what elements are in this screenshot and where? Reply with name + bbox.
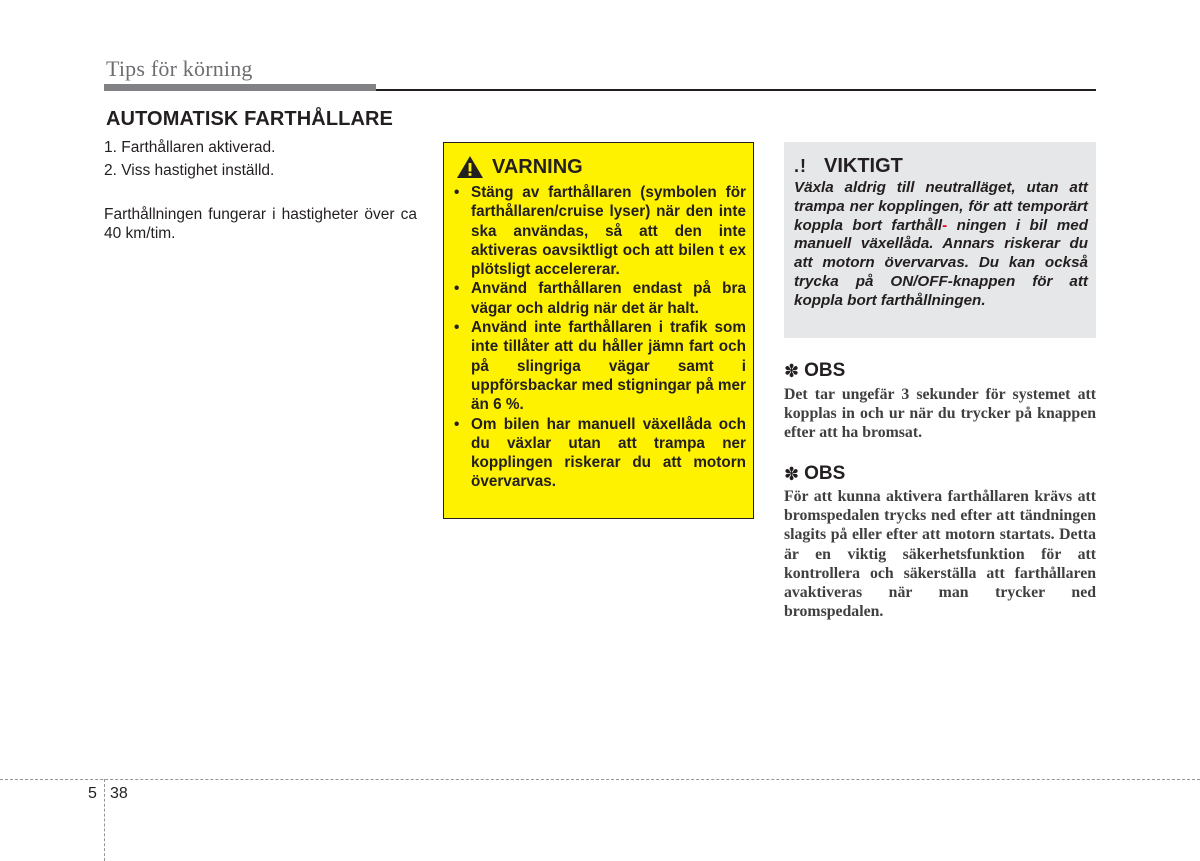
important-text-part-a: Växla aldrig till neutralläget, utan att trampa ner kopplingen, för att temporärt koppla bort farthåll [794,179,1088,234]
list-item-2: 2. Viss hastighet inställd. [104,162,275,179]
warning-list [454,183,746,492]
footer-divider [0,779,1200,780]
note-1-header [784,360,845,382]
important-text-hyphen: - [942,216,948,234]
asterisk-icon: ✽ [784,463,800,484]
exclamation-icon: .! [794,155,807,176]
note-2-header [784,463,845,485]
important-text [794,179,1088,311]
header-rule-thick [104,84,376,91]
warning-item [454,183,746,279]
warning-item-text: Stäng av farthållaren (symbolen för farthållaren/cruise lyser) när den inte ska användas, så att den inte aktiveras oavsiktligt och att bilen t ex plötsligt accelererar. [471,184,746,279]
page-number: 38 [110,785,128,802]
warning-item-text: Använd inte farthållaren i trafik som inte tillåter att du håller jämn fart och på slingriga vägar samt i uppförsbackar med stigningar på mer än 6 %. [471,319,746,414]
list-item-1: 1. Farthållaren aktiverad. [104,139,276,156]
important-text-part-b: ningen i bil med manuell växellåda. Annars riskerar du att motorn övervarvas. Du kan också trycka på ON/OFF-knappen för att koppla bort farthållningen. [794,216,1088,309]
bullet-icon: • [454,415,460,433]
warning-item-text: Om bilen har manuell växellåda och du växlar utan att trampa ner kopplingen riskerar du att motorn övervarvas. [471,415,746,491]
note-2-title: OBS [804,463,846,484]
important-header [794,154,903,178]
warning-box [443,142,754,519]
warning-item-text: Använd farthållaren endast på bra vägar och aldrig när det är halt. [471,280,746,317]
note-1-title: OBS [804,360,846,381]
warning-item [454,415,746,492]
asterisk-icon: ✽ [784,360,800,381]
warning-item [454,279,746,318]
warning-title: VARNING [492,155,583,178]
section-title: AUTOMATISK FARTHÅLLARE [106,108,393,130]
important-title: VIKTIGT [824,154,903,177]
warning-header [456,153,583,181]
footer-vertical-divider [104,779,105,861]
header-rule-thin [376,89,1096,91]
page-header-title: Tips för körning [106,56,253,81]
bullet-icon: • [454,184,460,201]
chapter-number: 5 [88,785,97,802]
note-1-text: Det tar ungefär 3 sekunder för systemet att kopplas in och ur när du trycker på knappen efter att ha bromsat. [784,386,1096,442]
note-2-text: För att kunna aktivera farthållaren krävs att bromspedalen trycks ned efter att tändningen slagits på eller efter att motorn startats. Detta är en viktig säkerhetsfunktion för att kontrollera och säkerställa att farthållaren avaktiveras när man trycker ned bromspedalen. [784,488,1096,621]
speed-paragraph: Farthållningen fungerar i hastigheter över ca 40 km/tim. [104,206,417,242]
warning-triangle-icon [456,155,484,179]
bullet-icon: • [454,319,460,337]
important-box [784,142,1096,338]
bullet-icon: • [454,280,460,298]
warning-item [454,318,746,414]
